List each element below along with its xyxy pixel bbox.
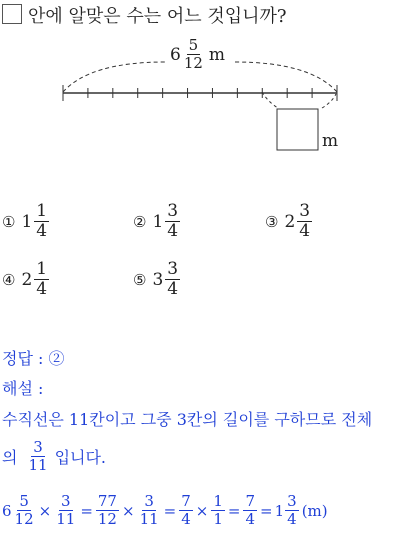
eq-fraction [138, 494, 161, 527]
eq-operator: × [38, 501, 52, 520]
choice-fraction [34, 261, 49, 298]
eq-operator: × [121, 501, 135, 520]
answer-unit: m [322, 131, 339, 151]
eq-den: 1 [213, 510, 223, 528]
choice-marker: ④ [2, 270, 16, 289]
choice-denominator: 4 [36, 221, 48, 241]
explanation-label: 해설 : [2, 379, 44, 398]
eq-fraction [285, 494, 299, 527]
choice-numerator: 3 [167, 201, 179, 221]
choice-whole: 2 [284, 211, 296, 232]
choice-fraction [165, 261, 180, 298]
eq-whole: 6 [2, 501, 12, 520]
total-fraction [182, 38, 205, 71]
part-length-arc-right [322, 94, 336, 108]
eq-operator: × [195, 501, 209, 520]
total-length-label [170, 38, 225, 71]
total-denominator: 12 [183, 54, 203, 72]
choice-numerator: 1 [36, 259, 48, 279]
choice-4[interactable] [2, 261, 50, 298]
question-text: 안에 알맞은 수는 어느 것입니까? [28, 6, 287, 27]
choice-whole: 1 [21, 211, 33, 232]
choice-marker: ② [133, 212, 147, 231]
eq-num: 5 [19, 492, 29, 510]
total-unit: m [208, 44, 226, 65]
answer-box-icon [2, 4, 22, 24]
eq-den: 4 [287, 510, 297, 528]
choice-fraction [34, 203, 49, 240]
eq-num: 1 [213, 492, 223, 510]
line2-numerator: 3 [33, 438, 43, 456]
choice-3[interactable] [265, 203, 313, 240]
eq-whole: 1 [274, 501, 285, 520]
choice-2[interactable] [133, 203, 181, 240]
choice-numerator: 1 [36, 201, 48, 221]
choice-5[interactable] [133, 261, 181, 298]
total-numerator: 5 [188, 36, 199, 54]
choice-denominator: 4 [299, 221, 311, 241]
explanation-line-1: 수직선은 11칸이고 그중 3칸의 길이를 구하므로 전체 [2, 410, 373, 429]
eq-den: 4 [245, 510, 256, 528]
total-length-arc [63, 62, 165, 92]
eq-num: 3 [287, 492, 297, 510]
eq-fraction [96, 494, 119, 527]
choice-denominator: 4 [167, 221, 179, 241]
eq-num: 7 [245, 492, 256, 510]
choice-denominator: 4 [36, 279, 48, 299]
total-whole: 6 [170, 44, 181, 65]
eq-fraction [13, 494, 36, 527]
choice-whole: 2 [21, 269, 33, 290]
eq-operator: = [260, 501, 273, 520]
choice-marker: ① [2, 212, 16, 231]
line2-denominator: 11 [28, 456, 48, 474]
choice-fraction [165, 203, 180, 240]
eq-fraction [211, 494, 225, 527]
blank-box [277, 109, 318, 150]
choice-denominator: 4 [167, 279, 179, 299]
answer-label: 정답 : ② [2, 349, 65, 368]
line2-suffix: 입니다. [54, 448, 107, 467]
eq-num: 7 [181, 492, 191, 510]
choice-marker: ③ [265, 212, 279, 231]
solution-equation [2, 494, 328, 527]
eq-operator: = [227, 501, 241, 520]
eq-fraction [243, 494, 257, 527]
eq-den: 4 [181, 510, 191, 528]
choice-fraction [297, 203, 312, 240]
eq-fraction [179, 494, 193, 527]
eq-den: 11 [139, 510, 159, 528]
line2-prefix: 의 [2, 448, 18, 467]
choice-whole: 3 [152, 269, 164, 290]
eq-operator: = [80, 501, 93, 520]
eq-den: 12 [14, 510, 34, 528]
eq-unit: (m) [301, 501, 328, 520]
total-length-arc-right [235, 62, 337, 92]
eq-operator: = [163, 501, 177, 520]
eq-num: 3 [60, 492, 71, 510]
part-length-arc [262, 92, 278, 108]
choice-whole: 1 [152, 211, 164, 232]
line2-fraction [26, 440, 49, 473]
eq-num: 3 [144, 492, 154, 510]
eq-fraction [54, 494, 77, 527]
eq-den: 12 [97, 510, 117, 528]
explanation-line-2 [2, 440, 106, 473]
choice-numerator: 3 [299, 201, 311, 221]
choice-1[interactable] [2, 203, 50, 240]
choice-marker: ⑤ [133, 270, 147, 289]
eq-num: 77 [97, 492, 117, 510]
choice-numerator: 3 [167, 259, 179, 279]
eq-den: 11 [56, 510, 76, 528]
